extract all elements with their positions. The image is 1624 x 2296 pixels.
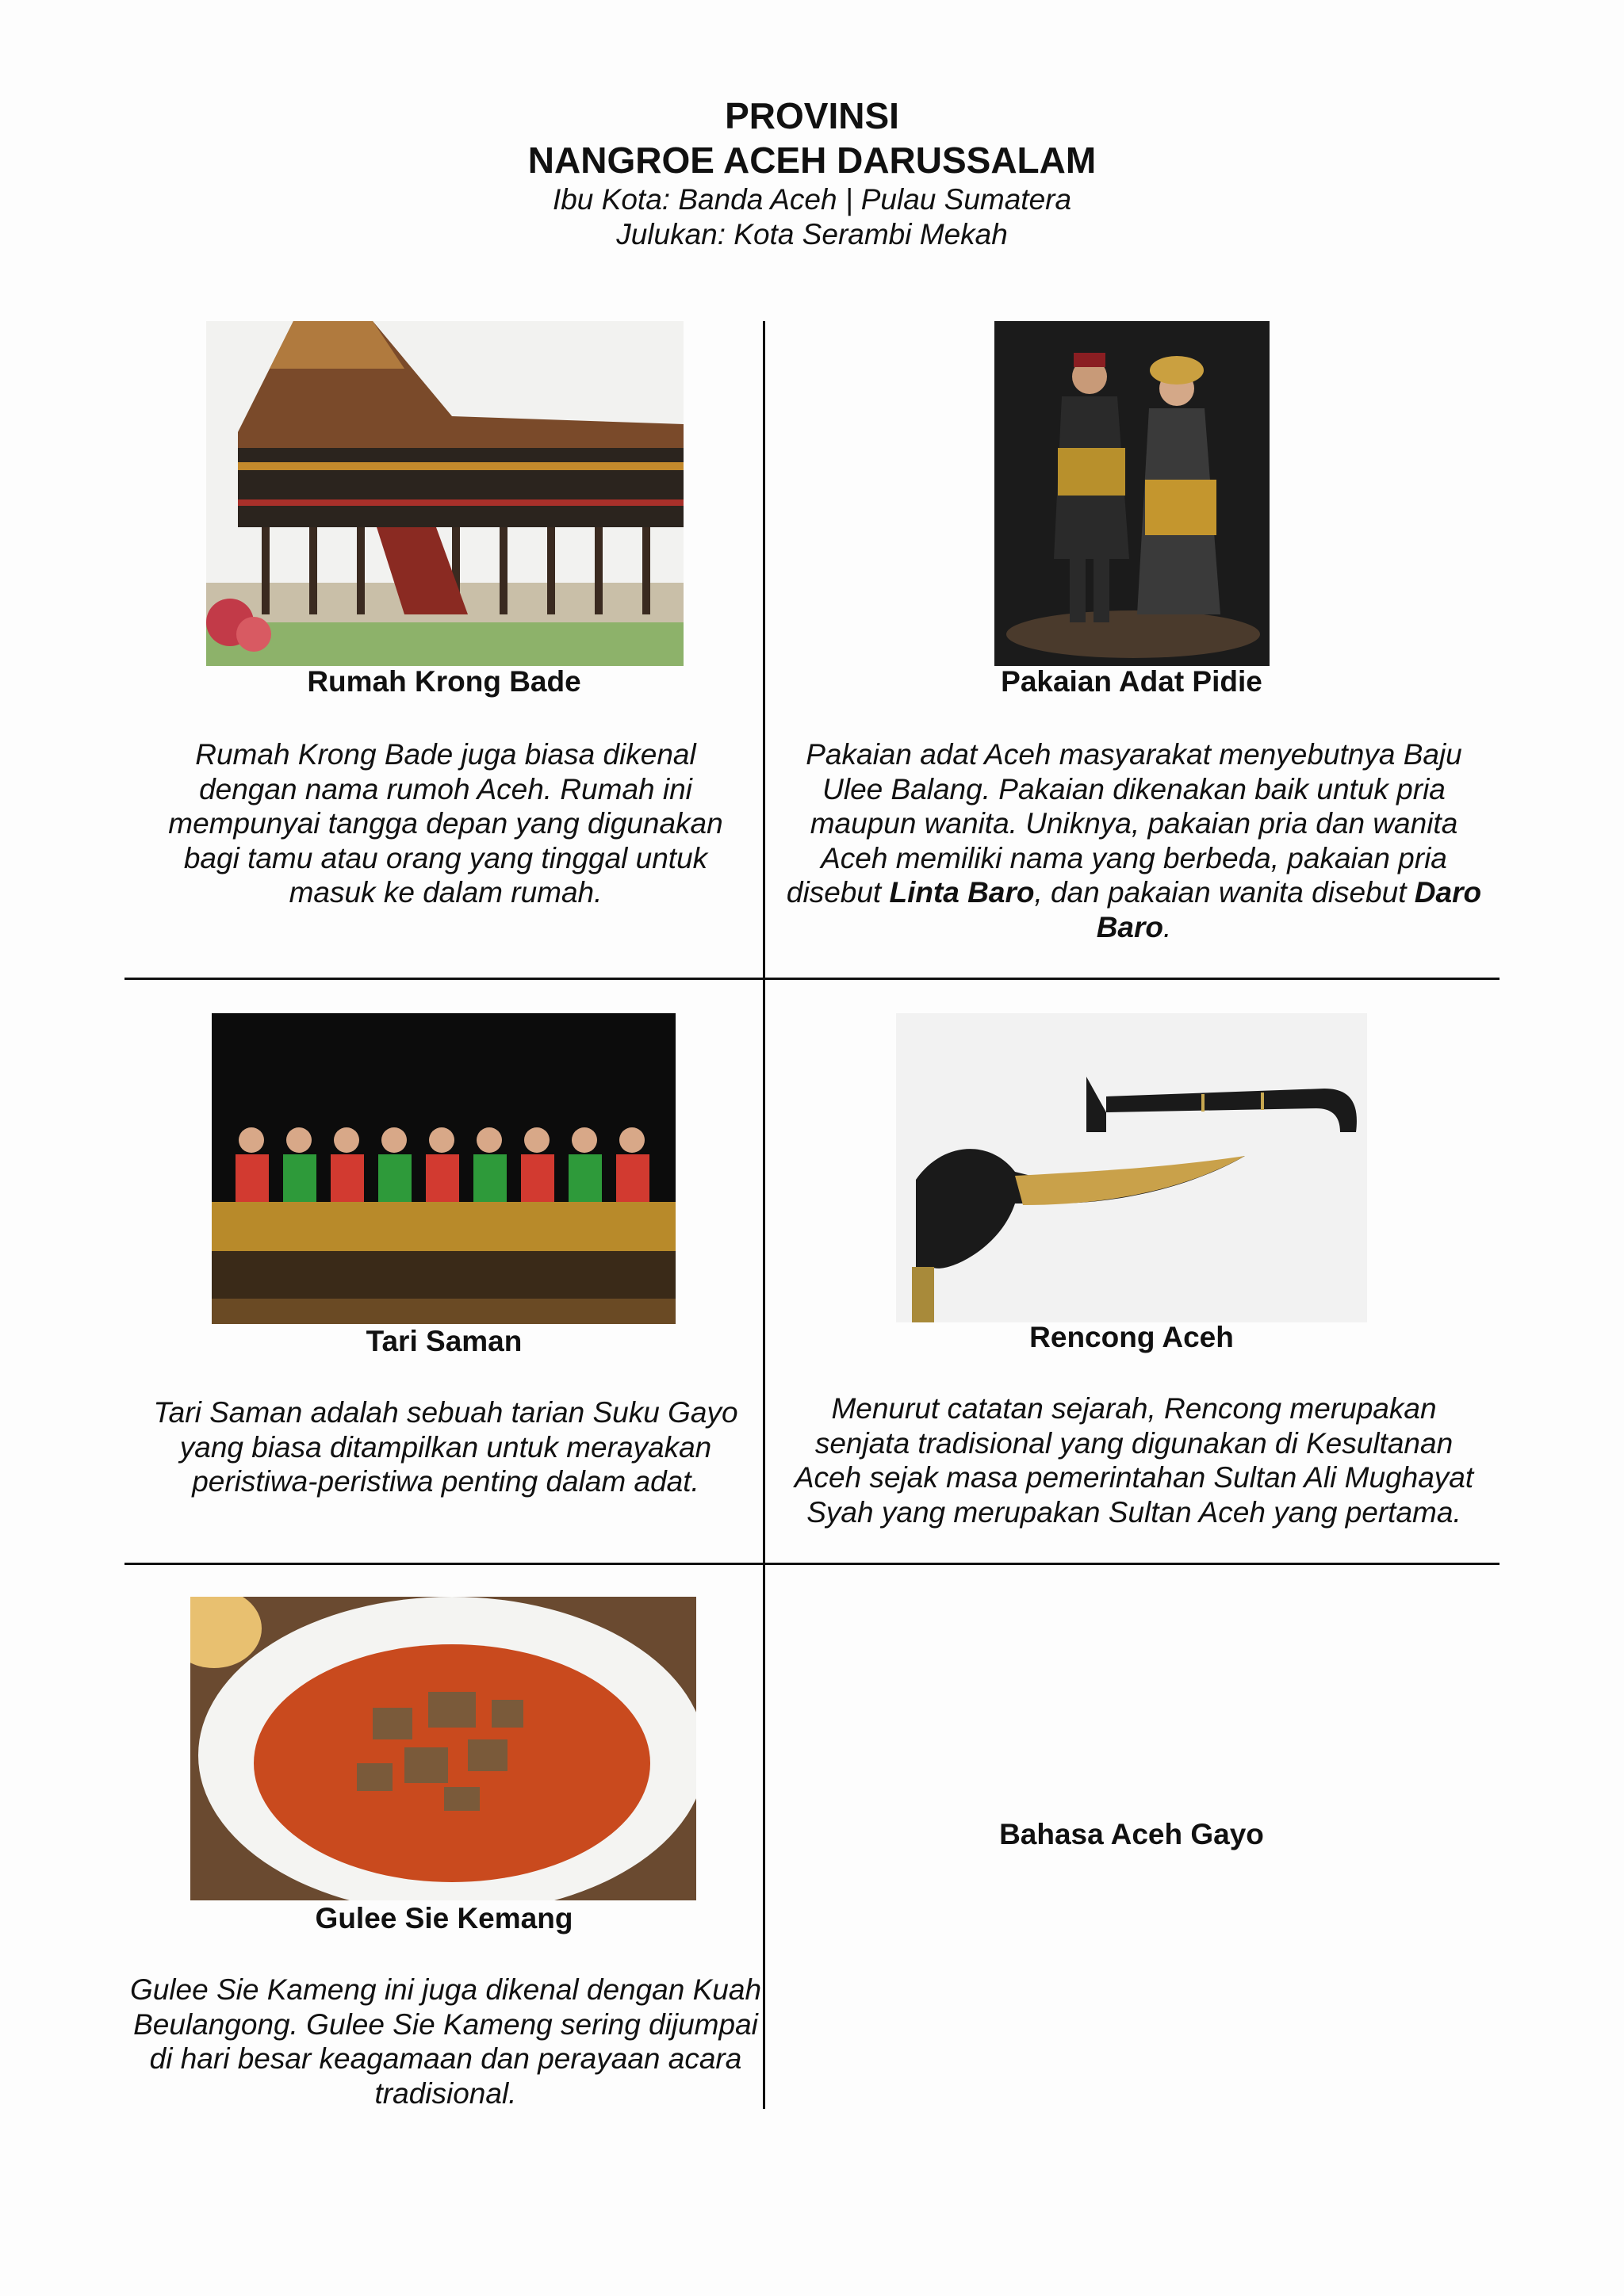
caption-pakaian-adat-pidie: Pakaian Adat Pidie	[1001, 665, 1262, 698]
nickname-line: Julukan: Kota Serambi Mekah	[616, 218, 1008, 251]
grid-vertical-divider	[763, 321, 765, 2109]
desc-rencong-aceh: Menurut catatan sejarah, Rencong merupakan senjata tradisional yang digunakan di Kesultanan Aceh sejak masa pemerintahan Sultan Ali Mughayat Syah yang merupakan Sultan Aceh yang pertama.	[794, 1392, 1474, 1529]
caption-bahasa-aceh-gayo: Bahasa Aceh Gayo	[999, 1818, 1264, 1850]
caption-rencong-aceh: Rencong Aceh	[1029, 1321, 1234, 1353]
rencong-aceh-photo	[896, 1013, 1367, 1322]
caption-tari-saman: Tari Saman	[366, 1325, 523, 1357]
desc-tari-saman: Tari Saman adalah sebuah tarian Suku Gayo yang biasa ditampilkan untuk merayakan peristiwa-peristiwa penting dalam adat.	[153, 1396, 738, 1498]
tari-saman-photo	[212, 1013, 676, 1324]
rumah-krong-bade-photo	[206, 321, 684, 666]
grid-horizontal-divider-2	[124, 1563, 1500, 1565]
title-province: PROVINSI	[725, 95, 899, 136]
grid-horizontal-divider-1	[124, 978, 1500, 980]
document-header	[0, 94, 1624, 252]
gulee-sie-kemang-photo	[190, 1597, 696, 1900]
desc-rumah-krong-bade: Rumah Krong Bade juga biasa dikenal dengan nama rumoh Aceh. Rumah ini mempunyai tangga depan yang digunakan bagi tamu atau orang yang tinggal untuk masuk ke dalam rumah.	[168, 738, 723, 909]
caption-gulee-sie-kemang: Gulee Sie Kemang	[315, 1902, 573, 1934]
caption-rumah-krong-bade: Rumah Krong Bade	[307, 665, 581, 698]
desc-gulee-sie-kemang: Gulee Sie Kameng ini juga dikenal dengan Kuah Beulangong. Gulee Sie Kameng sering dijumpai di hari besar keagamaan dan perayaan acara tradisional.	[129, 1973, 762, 2110]
capital-island-line: Ibu Kota: Banda Aceh | Pulau Sumatera	[552, 183, 1072, 216]
title-province-name: NANGROE ACEH DARUSSALAM	[527, 140, 1097, 181]
pakaian-adat-photo	[994, 321, 1270, 666]
desc-pakaian-adat-pidie: Pakaian adat Aceh masyarakat menyebutnya Baju Ulee Balang. Pakaian dikenakan baik untuk pria maupun wanita. Uniknya, pakaian pria dan wanita Aceh memiliki nama yang berbeda, pakaian pria disebut Linta Baro, dan pakaian wanita disebut Daro Baro.	[786, 738, 1482, 943]
